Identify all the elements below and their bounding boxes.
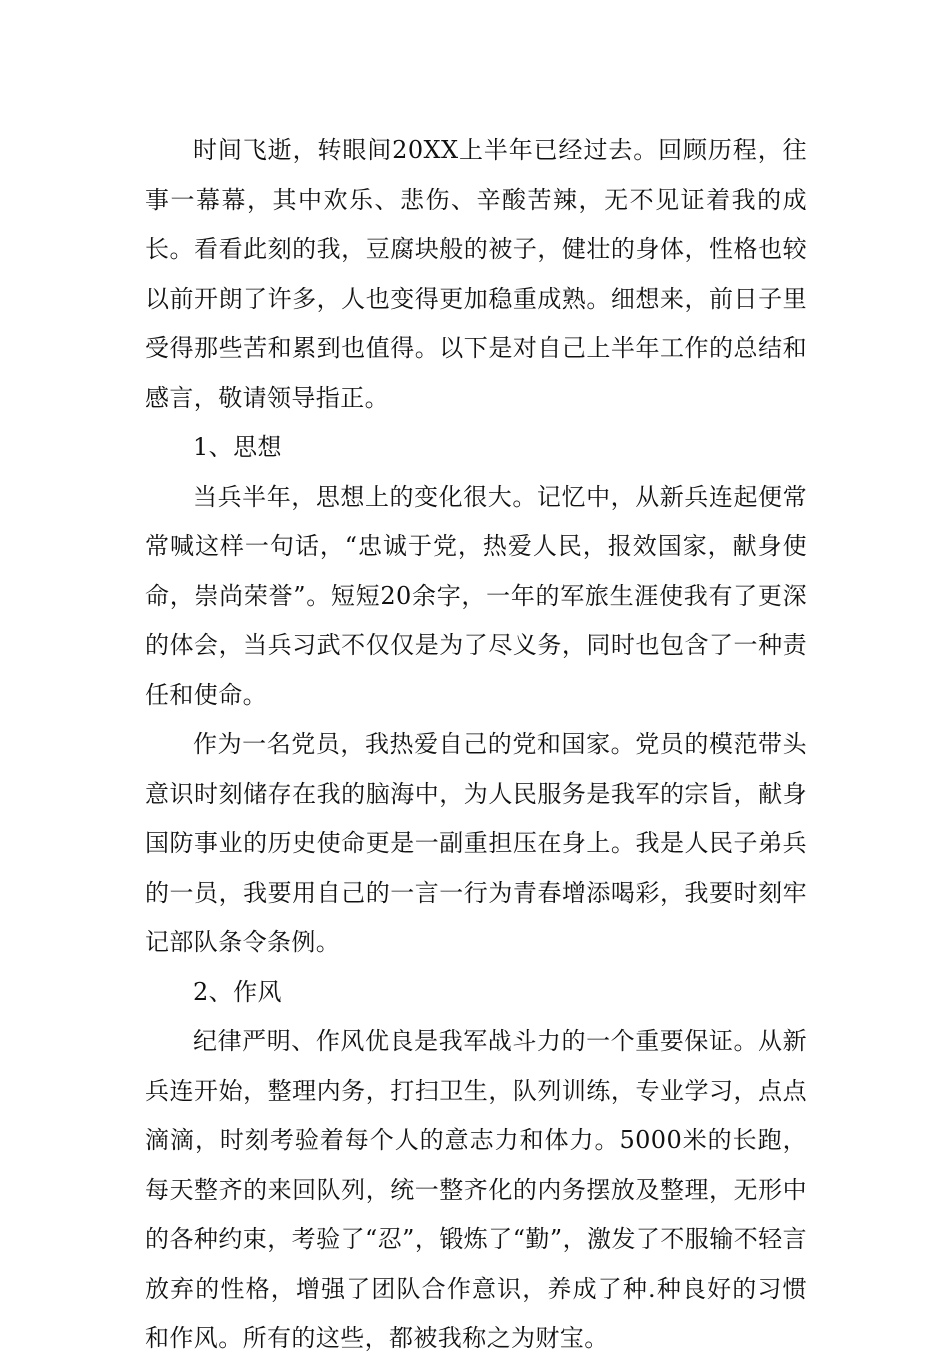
thought-paragraph-2: 作为一名党员，我热爱自己的党和国家。党员的模范带头意识时刻储存在我的脑海中，为人民服务是我军的宗旨，献身国防事业的历史使命更是一副重担压在身上。我是人民子弟兵的一员，我要用自己的一言一行为青春增添喝彩，我要时刻牢记部队条令条例。: [145, 730, 807, 956]
intro-paragraph: 时间飞逝，转眼间20XX上半年已经过去。回顾历程，往事一幕幕，其中欢乐、悲伤、辛酸苦辣，无不见证着我的成长。看看此刻的我，豆腐块般的被子，健壮的身体，性格也较以前开朗了许多，人也变得更加稳重成熟。细想来，前日子里受得那些苦和累到也值得。以下是对自己上半年工作的总结和感言，敬请领导指正。: [145, 136, 807, 412]
thought-paragraph-1: 当兵半年，思想上的变化很大。记忆中，从新兵连起便常常喊这样一句话，“忠诚于党，热爱人民，报效国家，献身使命，崇尚荣誉”。短短20余字，一年的军旅生涯使我有了更深的体会，当兵习武不仅仅是为了尽义务，同时也包含了一种责任和使命。: [145, 482, 807, 709]
style-paragraph: 纪律严明、作风优良是我军战斗力的一个重要保证。从新兵连开始，整理内务，打扫卫生，队列训练，专业学习，点点滴滴，时刻考验着每个人的意志力和体力。5000米的长跑，每天整齐的来回队列，统一整齐化的内务摆放及整理，无形中的各种约束，考验了“忍”，锻炼了“勤”，激发了不服输不轻言放弃的性格，增强了团队合作意识，养成了种.种良好的习惯和作风。所有的这些，都被我称之为财宝。: [145, 1027, 807, 1352]
section-heading-thought: 1、思想: [193, 433, 282, 461]
section-heading-style: 2、作风: [193, 977, 282, 1006]
document-body: [145, 126, 807, 1364]
